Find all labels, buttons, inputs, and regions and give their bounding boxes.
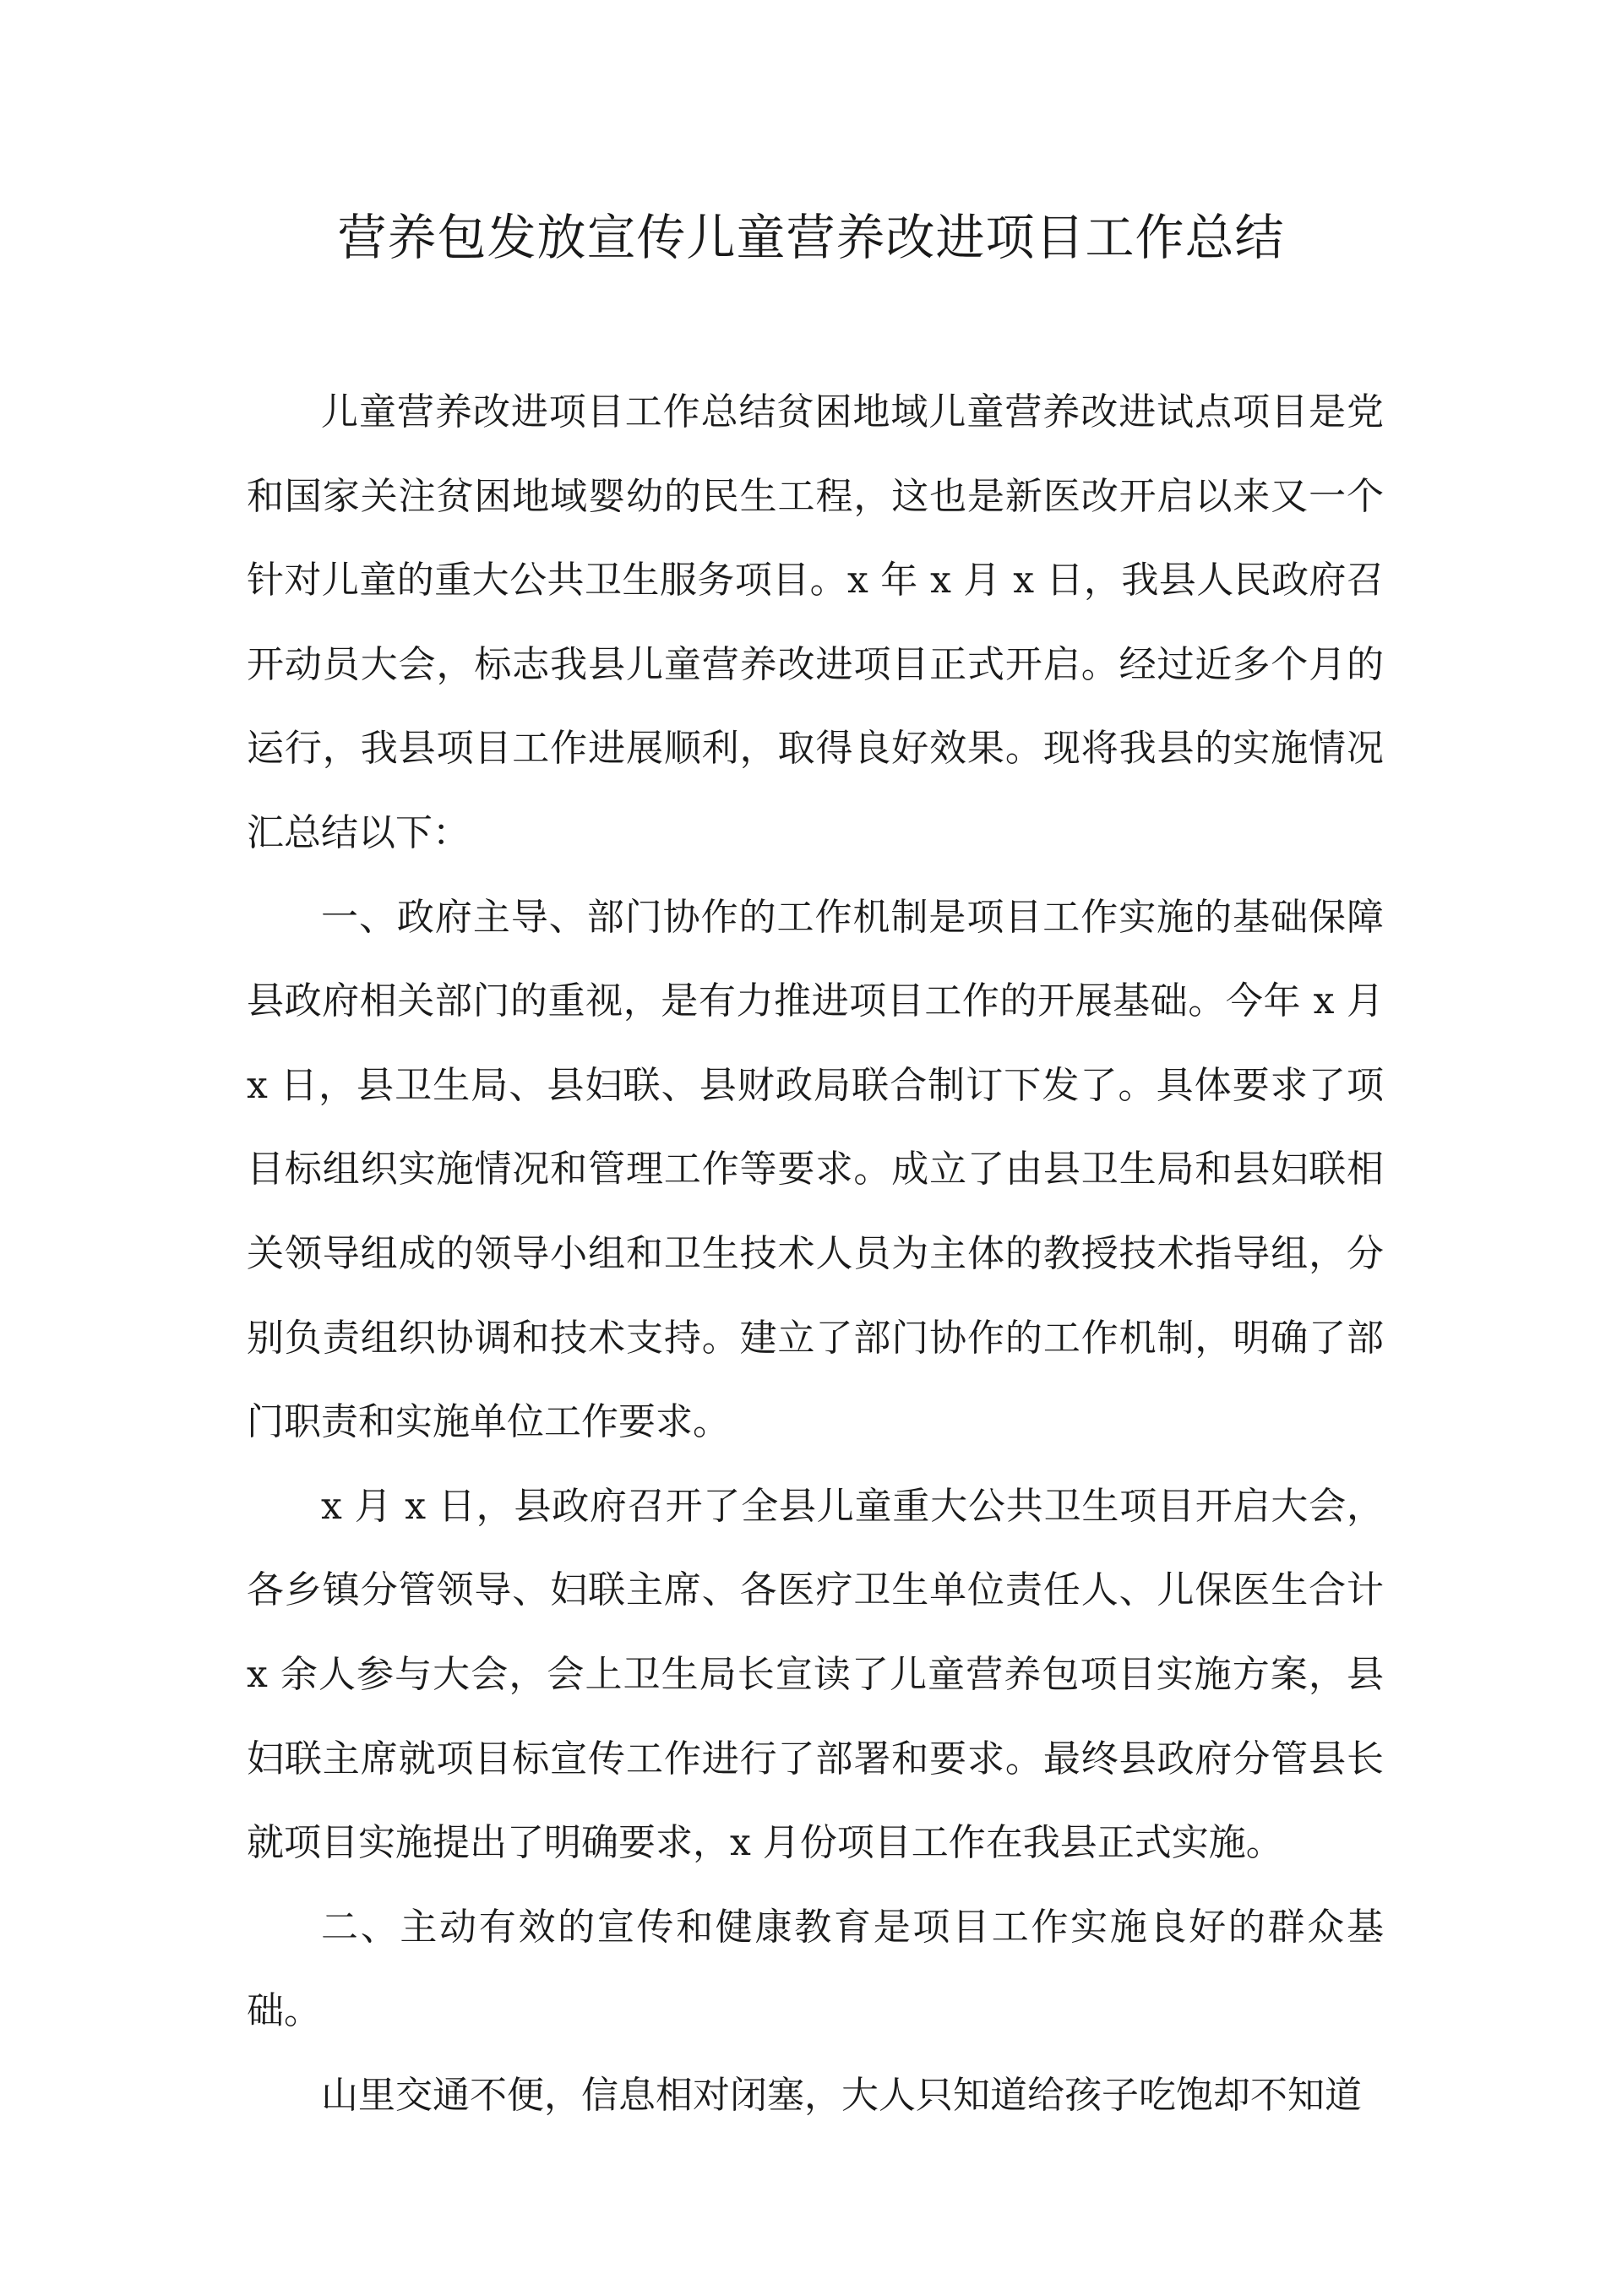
document-body	[247, 370, 1384, 2137]
paragraph-launch-meeting: x 月 x 日，县政府召开了全县儿童重大公共卫生项目开启大会，各乡镇分管领导、妇联主席、各医疗卫生单位责任人、儿保医生合计 x 余人参与大会，会上卫生局长宣读了儿童营养包项目实施方案，县妇联主席就项目标宣传工作进行了部署和要求。最终县政府分管县长就项目实施提出了明确要求，x 月份项目工作在我县正式实施。	[247, 1484, 1384, 1865]
paragraph-section-two-heading: 二、主动有效的宣传和健康教育是项目工作实施良好的群众基础。	[247, 1905, 1384, 2033]
document-title: 营养包发放宣传儿童营养改进项目工作总结	[337, 209, 1285, 266]
paragraph-section-two-body: 山里交通不便，信息相对闭塞，大人只知道给孩子吃饱却不知道	[321, 2073, 1362, 2117]
paragraph-intro: 儿童营养改进项目工作总结贫困地域儿童营养改进试点项目是党和国家关注贫困地域婴幼的民生工程，这也是新医改开启以来又一个针对儿童的重大公共卫生服务项目。x 年 x 月 x 日，我县人民政府召开动员大会，标志我县儿童营养改进项目正式开启。经过近多个月的运行，我县项目工作进展顺利，取得良好效果。现将我县的实施情况汇总结以下：	[247, 390, 1384, 854]
paragraph-section-one: 一、政府主导、部门协作的工作机制是项目工作实施的基础保障县政府相关部门的重视，是有力推进项目工作的开展基础。今年 x 月 x 日，县卫生局、县妇联、县财政局联合制订下发了。具体要求了项目标组织实施情况和管理工作等要求。成立了由县卫生局和县妇联相关领导组成的领导小组和卫生技术人员为主体的教授技术指导组，分别负责组织协调和技术支持。建立了部门协作的工作机制，明确了部门职责和实施单位工作要求。	[247, 895, 1384, 1444]
